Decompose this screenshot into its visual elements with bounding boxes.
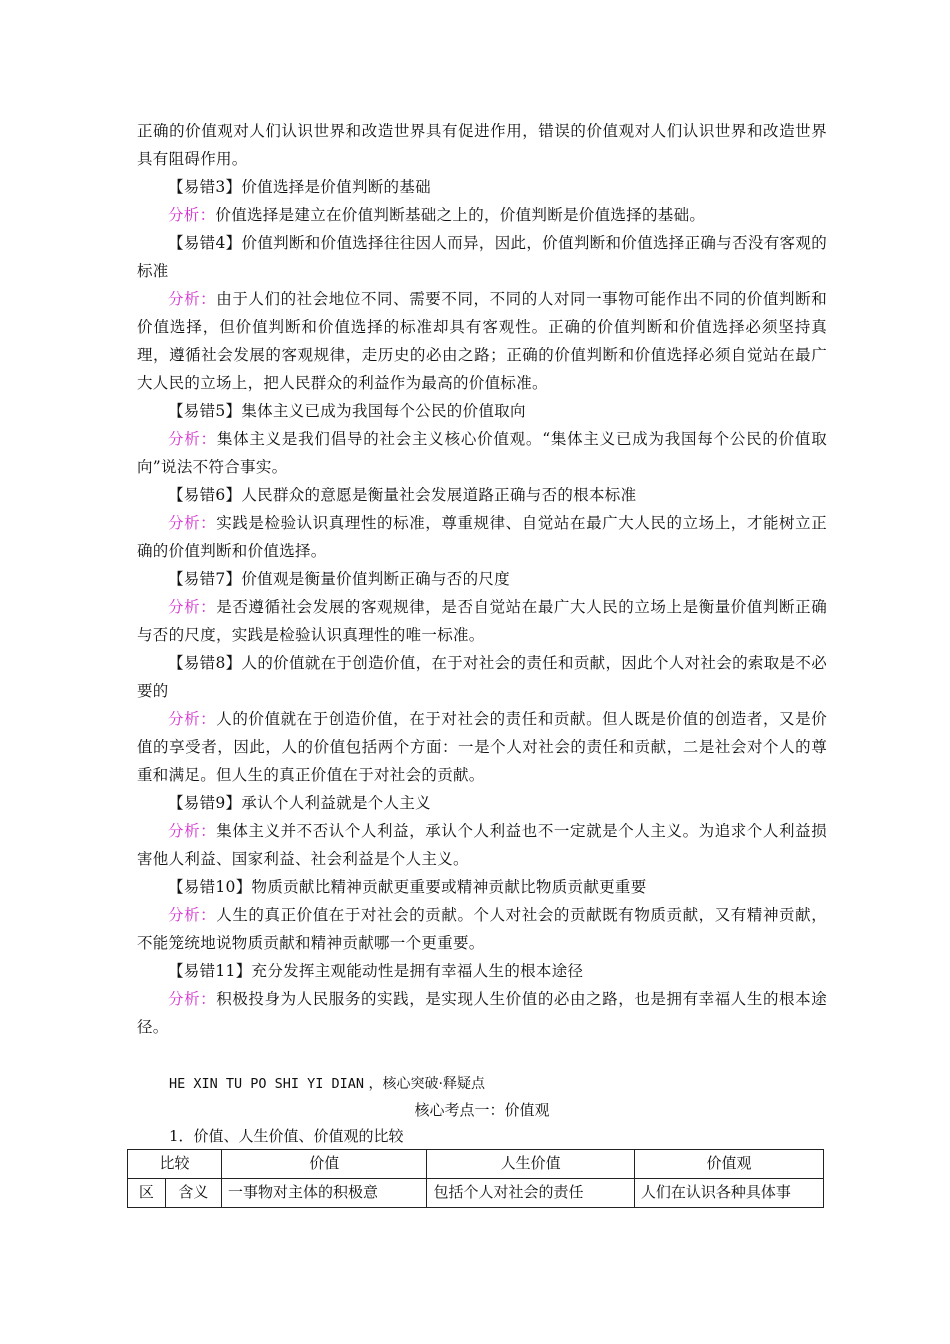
analysis-text: 集体主义并不否认个人利益，承认个人利益也不一定就是个人主义。为追求个人利益损害他人利益、国家利益、社会利益是个人主义。 (137, 822, 828, 868)
analysis-text: 实践是检验认识真理性的标准，尊重规律、自觉站在最广大人民的立场上，才能树立正确的价值判断和价值选择。 (137, 514, 828, 560)
comparison-table (127, 1149, 824, 1208)
section-header (169, 1071, 827, 1097)
error-item-analysis (137, 425, 827, 481)
analysis-text: 集体主义是我们倡导的社会主义核心价值观。“集体主义已成为我国每个公民的价值取向”说法不符合事实。 (137, 430, 827, 476)
error-item-analysis (137, 985, 827, 1041)
analysis-text: 积极投身为人民服务的实践，是实现人生价值的必由之路，也是拥有幸福人生的根本途径。 (137, 990, 828, 1036)
intro-paragraph: 正确的价值观对人们认识世界和改造世界具有促进作用，错误的价值观对人们认识世界和改造世界具有阻碍作用。 (137, 122, 827, 168)
table-cell: 一事物对主体的积极意 (222, 1179, 427, 1208)
analysis-label: 分析： (168, 206, 216, 224)
analysis-text: 人的价值就在于创造价值，在于对社会的责任和贡献。但人既是价值的创造者，又是价值的享受者，因此，人的价值包括两个方面：一是个人对社会的责任和贡献，二是社会对个人的尊重和满足。但人生的真正价值在于对社会的贡献。 (137, 710, 828, 784)
table-header-cell: 人生价值 (427, 1150, 634, 1179)
error-item-analysis (137, 705, 827, 789)
table-header-row (128, 1150, 824, 1179)
error-item-title: 【易错11】充分发挥主观能动性是拥有幸福人生的根本途径 (168, 962, 584, 980)
error-item-title: 【易错3】价值选择是价值判断的基础 (168, 178, 431, 196)
analysis-label: 分析： (168, 906, 217, 924)
error-item-title: 【易错7】价值观是衡量价值判断正确与否的尺度 (168, 570, 510, 588)
table-cell: 区 (128, 1179, 166, 1208)
error-item-analysis (137, 285, 827, 397)
error-item-title: 【易错10】物质贡献比精神贡献更重要或精神贡献比物质贡献更重要 (168, 878, 647, 896)
analysis-text: 是否遵循社会发展的客观规律，是否自觉站在最广大人民的立场上是衡量价值判断正确与否的尺度，实践是检验认识真理性的唯一标准。 (137, 598, 828, 644)
error-item-analysis (137, 901, 827, 957)
error-item-title: 【易错6】人民群众的意愿是衡量社会发展道路正确与否的根本标准 (168, 486, 637, 504)
table-cell: 人们在认识各种具体事 (634, 1179, 823, 1208)
section-title: ，核心突破·释疑点 (368, 1076, 485, 1092)
table-header-cell: 比较 (128, 1150, 222, 1179)
analysis-label: 分析： (168, 290, 217, 308)
table-cell: 含义 (165, 1179, 221, 1208)
analysis-text: 由于人们的社会地位不同、需要不同，不同的人对同一事物可能作出不同的价值判断和价值选择，但价值判断和价值选择的标准却具有客观性。正确的价值判断和价值选择必须坚持真理，遵循社会发展的客观规律，走历史的必由之路；正确的价值判断和价值选择必须自觉站在最广大人民的立场上，把人民群众的利益作为最高的价值标准。 (137, 290, 828, 392)
analysis-label: 分析： (168, 990, 217, 1008)
analysis-text: 价值选择是建立在价值判断基础之上的，价值判断是价值选择的基础。 (215, 206, 706, 224)
section-pinyin: HE XIN TU PO SHI YI DIAN (169, 1076, 365, 1092)
error-item-title: 【易错4】价值判断和价值选择往往因人而异，因此，价值判断和价值选择正确与否没有客观的标准 (137, 234, 827, 280)
error-item-title: 【易错5】集体主义已成为我国每个公民的价值取向 (168, 402, 526, 420)
error-item-title: 【易错8】人的价值就在于创造价值，在于对社会的责任和贡献，因此个人对社会的索取是不必要的 (137, 654, 827, 700)
document-page (137, 117, 827, 1208)
error-item-analysis (137, 593, 827, 649)
analysis-label: 分析： (168, 430, 217, 448)
error-item-title: 【易错9】承认个人利益就是个人主义 (168, 794, 431, 812)
error-item-analysis (137, 201, 827, 229)
error-items-list (137, 173, 827, 1041)
table-header-cell: 价值 (222, 1150, 427, 1179)
table-header-cell: 价值观 (634, 1150, 823, 1179)
section-subtitle: 核心考点一：价值观 (414, 1101, 550, 1119)
analysis-label: 分析： (168, 822, 217, 840)
analysis-label: 分析： (168, 710, 217, 728)
error-item-analysis (137, 817, 827, 873)
analysis-text: 人生的真正价值在于对社会的贡献。个人对社会的贡献既有物质贡献，又有精神贡献，不能笼统地说物质贡献和精神贡献哪一个更重要。 (137, 906, 828, 952)
analysis-label: 分析： (168, 514, 217, 532)
table-cell: 包括个人对社会的责任 (427, 1179, 634, 1208)
error-item-analysis (137, 509, 827, 565)
item-heading: 1．价值、人生价值、价值观的比较 (169, 1127, 404, 1145)
analysis-label: 分析： (168, 598, 217, 616)
table-row (128, 1179, 824, 1208)
